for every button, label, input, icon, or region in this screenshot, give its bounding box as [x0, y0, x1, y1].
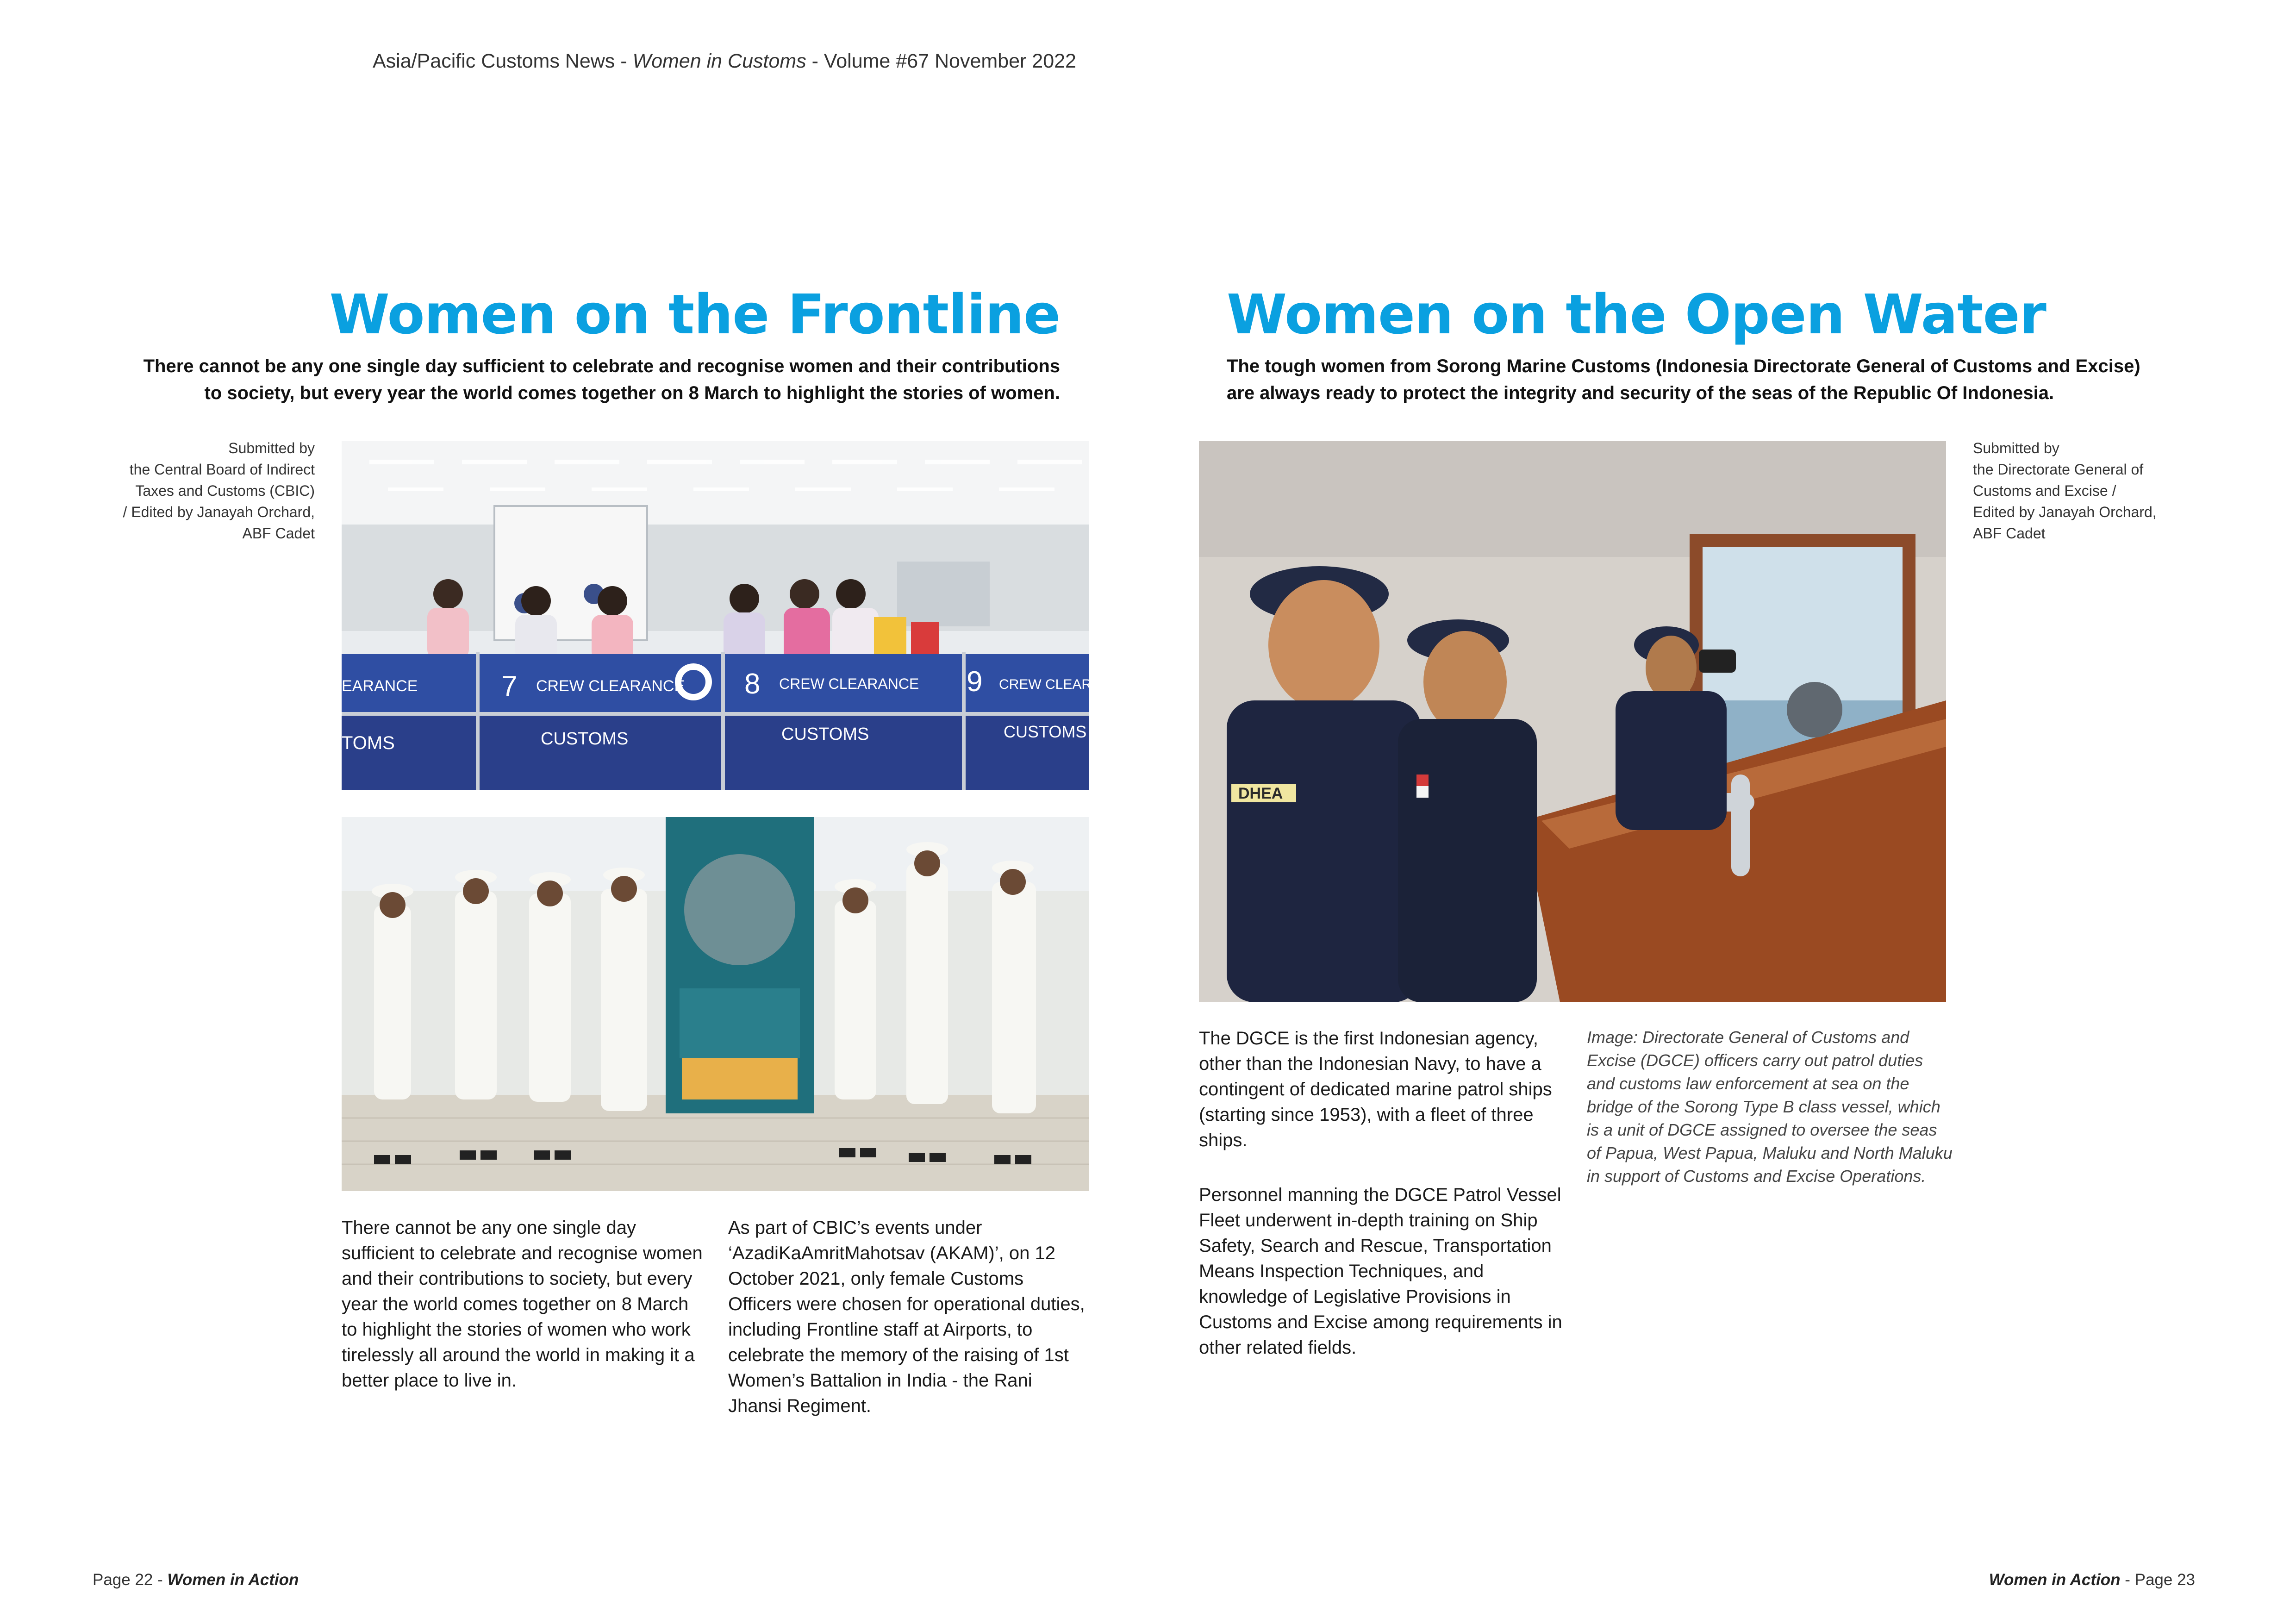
counter-label-9: CREW CLEARAN — [999, 677, 1111, 692]
credit-line: Edited by Janayah Orchard, — [1973, 504, 2157, 520]
left-lede-line-1: There cannot be any one single day sufficient to celebrate and recognise women and their contributions — [143, 356, 1060, 376]
counter-number-8: 8 — [744, 668, 761, 700]
right-lede-line-1: The tough women from Sorong Marine Customs (Indonesia Directorate General of Customs and Excise) — [1227, 356, 2140, 376]
customs-label-c: CUSTOMS — [781, 725, 869, 744]
credit-line: / Edited by Janayah Orchard, — [123, 504, 315, 520]
left-page-footer — [93, 1571, 299, 1589]
right-article-lede — [1227, 353, 2245, 406]
left-article-column-2: As part of CBIC’s events under ‘AzadiKaAmritMahotsav (AKAM)’, on 12 October 2021, only female Customs Officers were chosen for operational duties, including Frontline staff at Airports, to celebrate the memory of the raising of 1st Women’s Battalion in India - the Rani Jhansi Regiment. — [728, 1218, 1085, 1416]
officers-uniform-photo-art — [342, 817, 1089, 1191]
right-article-title: Women on the Open Water — [1227, 282, 2046, 346]
officer-name-badge: DHEA — [1238, 785, 1283, 802]
left-section-name: Women in Action — [167, 1571, 299, 1589]
counter-label-7: CREW CLEARANCE — [536, 677, 685, 695]
credit-line: the Directorate General of — [1973, 461, 2144, 478]
right-lede-line-2: are always ready to protect the integrity and security of the seas of the Republic Of Indonesia. — [1227, 383, 2054, 403]
right-article-paragraph-1: The DGCE is the first Indonesian agency, other than the Indonesian Navy, to have a contingent of dedicated marine patrol ships (starting since 1953), with a fleet of three ships. — [1199, 1028, 1552, 1150]
running-head — [373, 50, 1076, 73]
right-article-paragraph-2: Personnel manning the DGCE Patrol Vessel Fleet underwent in-depth training on Ship Safety, Search and Rescue, Transportation Means Inspection Techniques, and knowledge of Legislative Provisions in Customs and Excise among requirements in other related fields. — [1199, 1185, 1562, 1358]
left-article-title: Women on the Frontline — [329, 282, 1060, 346]
crew-clearance-photo — [342, 441, 1111, 790]
running-head-prefix: Asia/Pacific Customs News - — [373, 50, 633, 72]
right-page-number: - Page 23 — [2120, 1571, 2195, 1589]
right-article-image-caption: Image: Directorate General of Customs and Excise (DGCE) officers carry out patrol duties and customs law enforcement at sea on the bridge of the Sorong Type B class vessel, which is a unit of DGCE assigned to oversee the seas of Papua, West Papua, Maluku and North Maluku in support of Customs and Excise Operations. — [1587, 1028, 1953, 1186]
customs-label-b: CUSTOMS — [541, 729, 629, 749]
counter-number-9: 9 — [967, 666, 983, 698]
credit-line: Submitted by — [1973, 440, 2059, 456]
right-page-footer — [1989, 1571, 2195, 1589]
running-head-volume: - Volume #67 November 2022 — [806, 50, 1076, 72]
customs-label-a: TOMS — [342, 733, 395, 753]
credit-line: Submitted by — [228, 440, 315, 456]
counter-number-7: 7 — [501, 670, 518, 702]
running-head-publication: Women in Customs — [632, 50, 806, 72]
counter-label-a: EARANCE — [342, 677, 418, 695]
credit-line: ABF Cadet — [1973, 525, 2046, 542]
credit-line: Customs and Excise / — [1973, 482, 2116, 499]
counter-label-8: CREW CLEARANCE — [779, 675, 919, 692]
left-article-lede — [69, 353, 1060, 406]
right-article-credit — [1973, 437, 2232, 544]
customs-label-d: CUSTOMS — [1004, 722, 1087, 741]
left-lede-line-2: to society, but every year the world comes together on 8 March to highlight the stories of women. — [204, 383, 1060, 403]
crew-clearance-photo-art — [342, 441, 1111, 790]
left-page-number: Page 22 - — [93, 1571, 168, 1589]
left-article-column-1: There cannot be any one single day sufficient to celebrate and recognise women and their contributions to society, but every year the world comes together on 8 March to highlight the stories of women who work tirelessly all around the world in making it a better place to live in. — [342, 1218, 703, 1391]
ship-bridge-photo — [1199, 441, 1946, 1002]
right-section-name: Women in Action — [1989, 1571, 2121, 1589]
credit-line: ABF Cadet — [242, 525, 315, 542]
credit-line: Taxes and Customs (CBIC) — [135, 482, 315, 499]
ship-bridge-photo-art — [1199, 441, 1946, 1002]
credit-line: the Central Board of Indirect — [129, 461, 315, 478]
officers-uniform-photo — [342, 817, 1089, 1191]
left-article-credit — [56, 437, 315, 544]
